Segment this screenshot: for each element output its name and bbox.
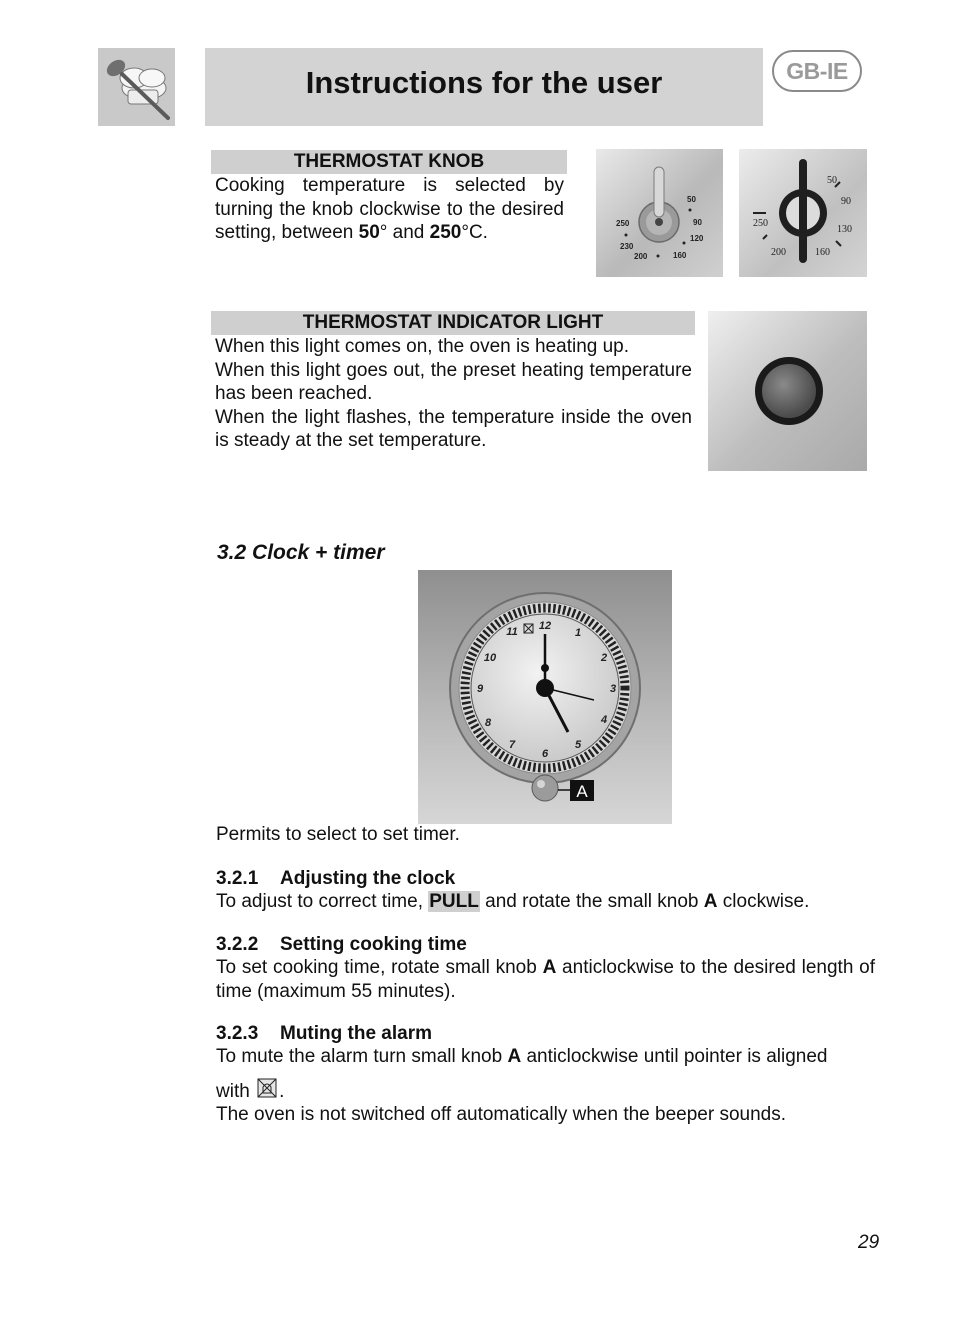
clock-number: 6 [541, 748, 549, 760]
thermostat-dial-icon [739, 149, 867, 277]
clock-number: 5 [574, 739, 582, 751]
clock-number: 8 [484, 717, 492, 729]
dial1-label: 250 [616, 219, 630, 228]
section-heading: 3.2.1 Adjusting the clock [216, 868, 456, 889]
clock-number: 9 [476, 683, 484, 695]
thermostat-dial-icon [596, 149, 723, 277]
muting-alarm-text: To mute the alarm turn small knob A anticlockwise until pointer is aligned [216, 1046, 828, 1067]
dial2-label: 130 [837, 224, 852, 235]
page-number: 29 [858, 1232, 880, 1253]
clock-number: 12 [538, 620, 552, 632]
clock-number: 11 [506, 626, 518, 638]
section-heading: 3.2.3 Muting the alarm [216, 1023, 433, 1044]
dial2-label: 50 [827, 175, 837, 186]
muting-alarm-section [216, 1022, 875, 1127]
clock-number: 10 [483, 652, 497, 664]
clock-intro: Permits to select to set timer. [216, 824, 460, 845]
cooking-time-section [216, 933, 875, 1003]
indicator-light-image [708, 311, 867, 471]
clock-number: 2 [600, 652, 608, 664]
beeper-note: The oven is not switched off automatically when the beeper sounds. [216, 1104, 786, 1125]
max-temperature: 250 [429, 222, 462, 243]
mute-alarm-icon [255, 1075, 279, 1099]
thermostat-light-line: When this light comes on, the oven is heating up. [215, 336, 630, 357]
adjusting-clock-text: To adjust to correct time, PULL and rotate the small knob A clockwise. [216, 891, 810, 912]
thermostat-light-heading: THERMOSTAT INDICATOR LIGHT [211, 311, 695, 335]
dial2-label: 160 [815, 247, 830, 258]
clock-dial-icon [418, 570, 672, 824]
clock-number: 7 [508, 739, 516, 751]
region-badge: GB-IE [772, 50, 862, 92]
clock-timer-image [418, 570, 672, 824]
chef-hat-spoon-icon [98, 48, 175, 126]
pull-keyword: PULL [429, 891, 479, 912]
dial2-label: 90 [841, 196, 851, 207]
dial1-label: 120 [690, 234, 704, 243]
clock-number: 4 [600, 714, 608, 726]
thermostat-knob-heading: THERMOSTAT KNOB [211, 150, 567, 174]
dial1-label: 230 [620, 242, 634, 251]
adjusting-clock-section [216, 867, 875, 914]
section-heading: 3.2.2 Setting cooking time [216, 934, 467, 955]
title-bar [205, 48, 763, 126]
thermostat-light-line: When this light goes out, the preset heating temperature has been reached. [215, 359, 692, 404]
clock-number: 3 [609, 683, 617, 695]
knob-label: A [576, 782, 588, 801]
dial1-label: 200 [634, 252, 648, 261]
thermostat-light-line: When the light flashes, the temperature inside the oven is steady at the set temperature. [215, 406, 692, 451]
dial2-label: 200 [771, 247, 786, 258]
indicator-light-icon [708, 311, 867, 471]
clock-timer-heading: 3.2 Clock + timer [217, 541, 385, 564]
clock-number: 1 [574, 627, 582, 639]
dial1-label: 160 [673, 251, 687, 260]
dial1-label: 90 [693, 218, 702, 227]
thermostat-knob-image-1 [596, 149, 723, 277]
dial1-label: 50 [687, 195, 696, 204]
page-title: Instructions for the user [305, 65, 663, 100]
thermostat-light-section [211, 311, 695, 453]
thermostat-knob-text: Cooking temperature is selected by turning the knob clockwise to the desired setting, between 50° and 250°C. [215, 175, 564, 243]
thermostat-knob-section [211, 150, 567, 245]
muting-alarm-with: with . [216, 1075, 875, 1104]
min-temperature: 50 [358, 222, 380, 243]
cooking-time-text: To set cooking time, rotate small knob A anticlockwise to the desired length of time (maximum 55 minutes). [216, 957, 876, 1002]
dial2-label: 250 [753, 218, 768, 229]
chef-logo [98, 48, 175, 126]
thermostat-knob-image-2 [739, 149, 867, 277]
